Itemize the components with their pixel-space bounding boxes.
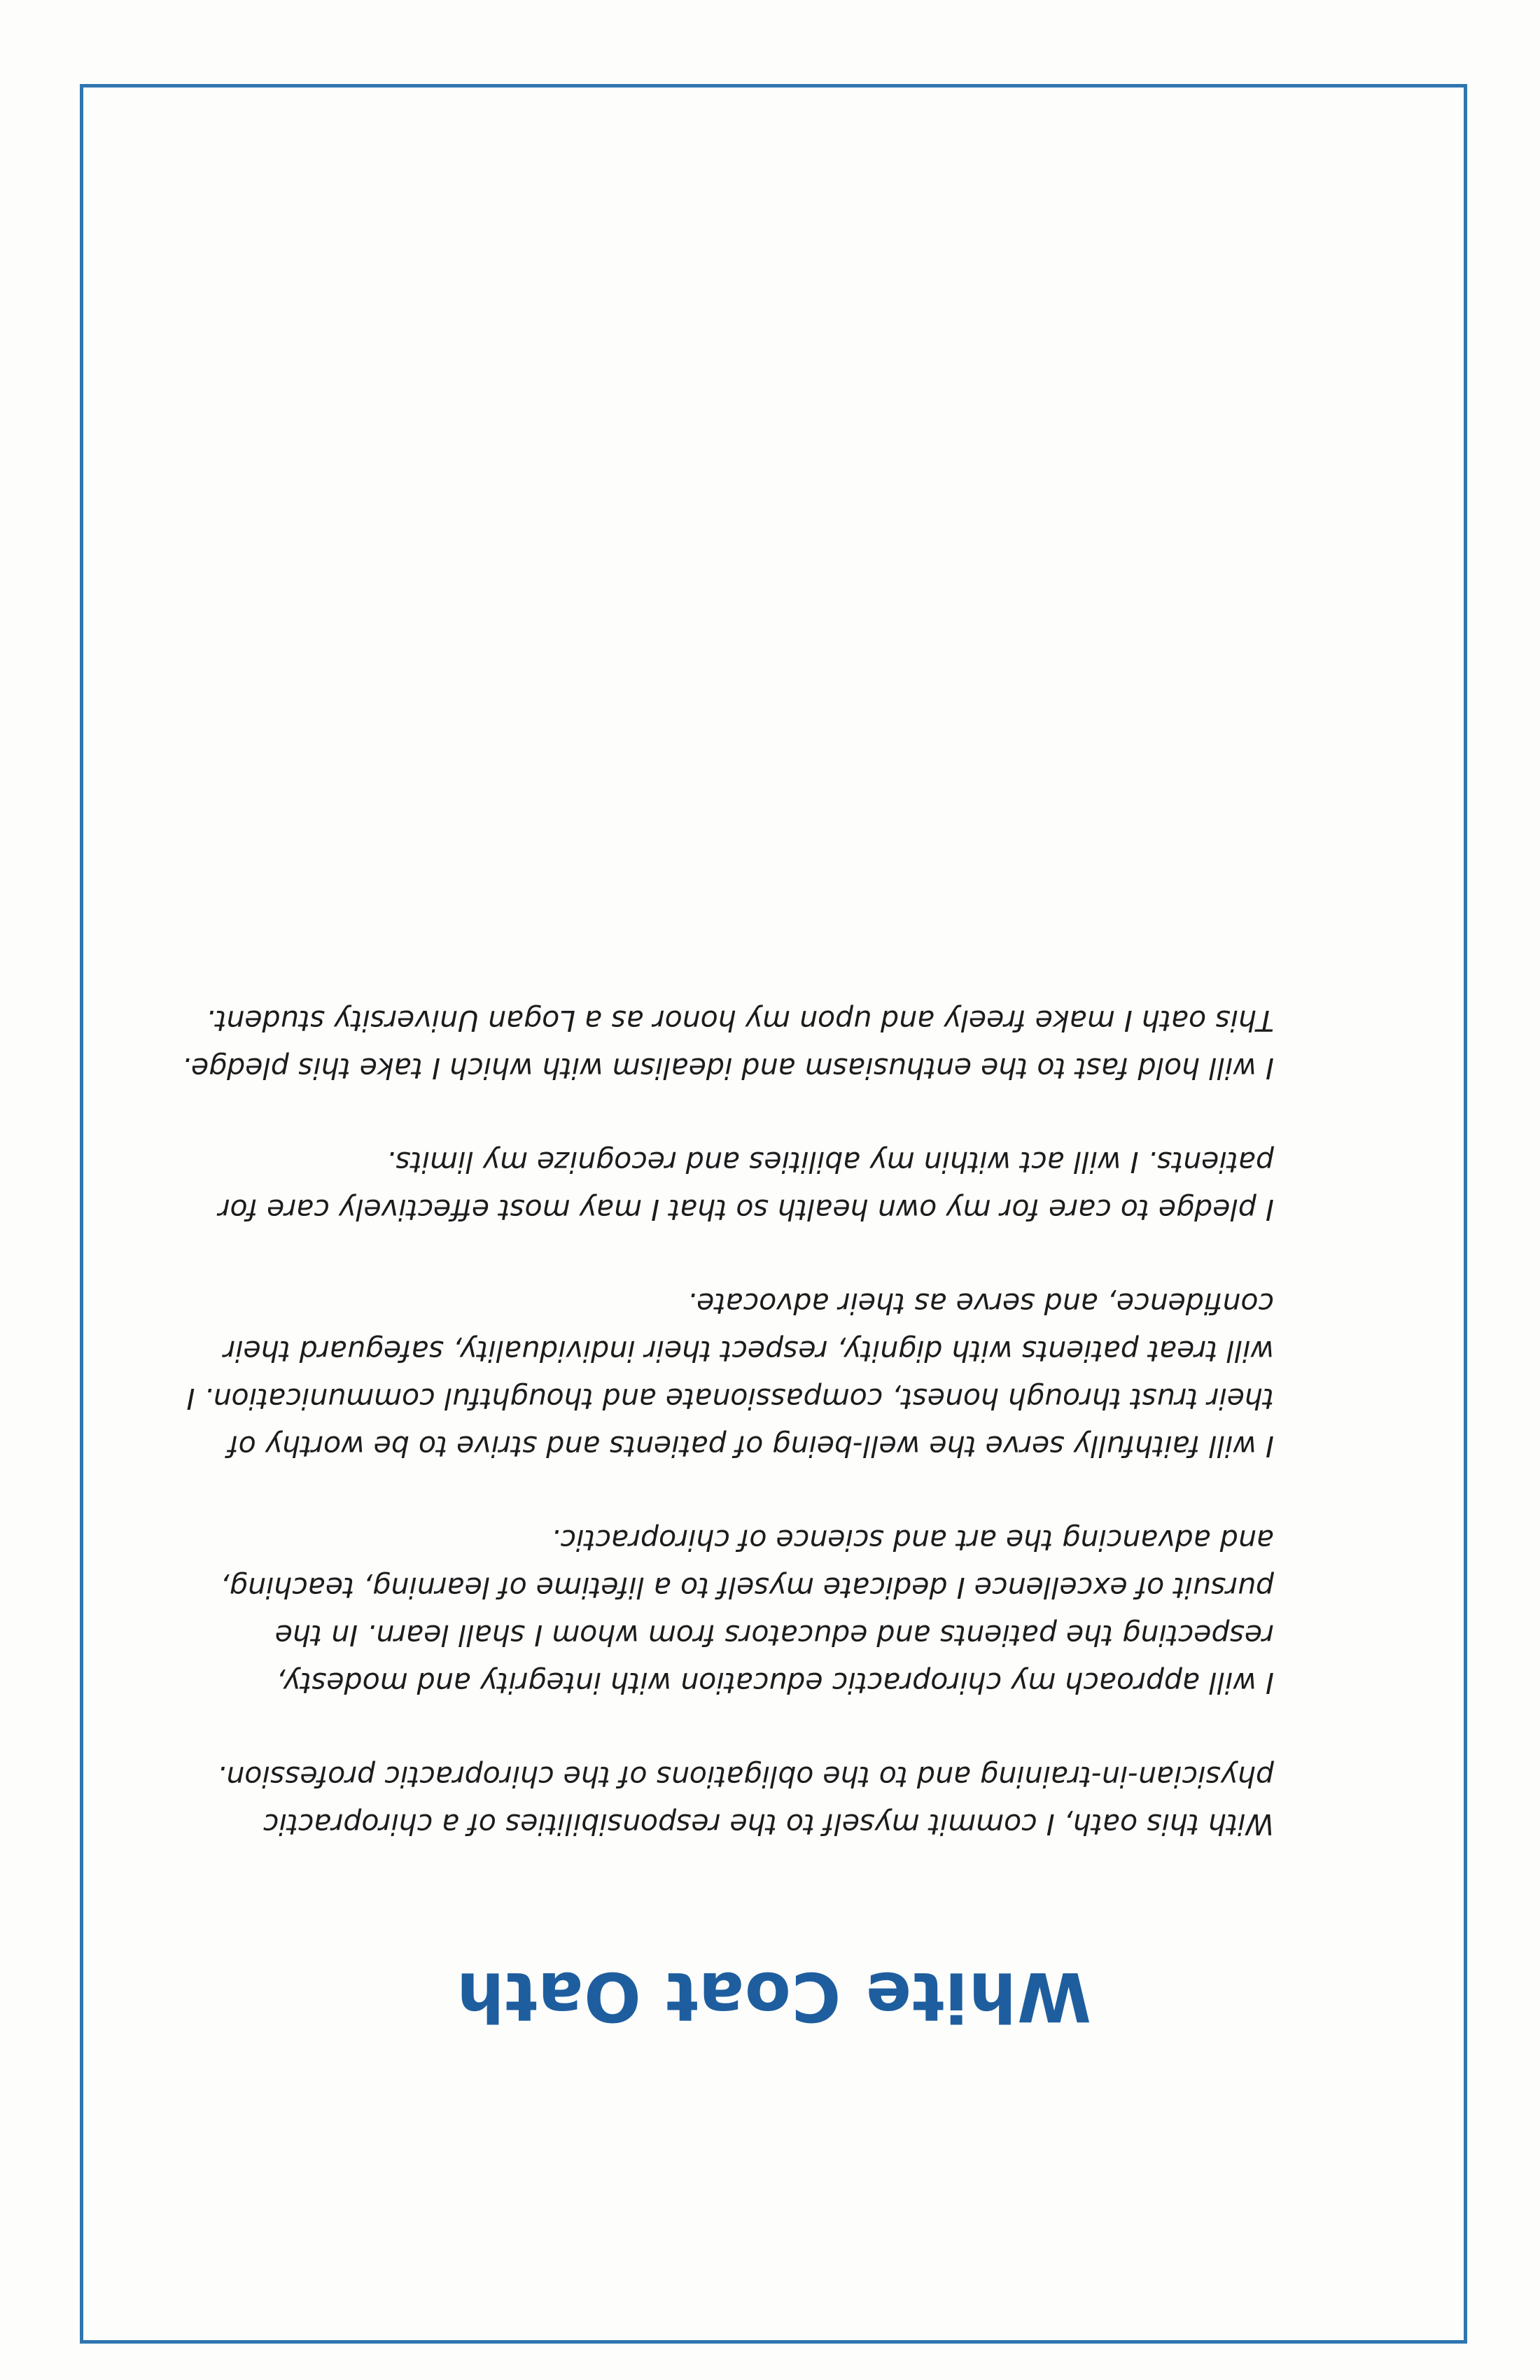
oath-title: White Coat Oath bbox=[456, 1957, 1091, 2036]
oath-paragraph-5: I will hold fast to the enthusiasm and idealism with which I take this pledge. This oath I make freely and upon my honor as a Logan University student. bbox=[181, 1004, 1274, 1085]
oath-paragraph-4: I pledge to care for my own health so that I may most effectively care for patients. I will act within my abilities and recognize my limits. bbox=[218, 1145, 1274, 1226]
oath-paragraph-1: With this oath, I commit myself to the responsibilities of a chiropractic physician-in-training and to the obligations of the chiropractic profession. bbox=[217, 1760, 1274, 1841]
oath-paragraph-3: I will faithfully serve the well-being of patients and strive to be worthy of their trust through honest, compassionate and thoughtful communication. I will treat patients with dignity, respect their individuality, safeguard their confidence, and serve as their advocate. bbox=[186, 1287, 1274, 1463]
oath-paragraph-2: I will approach my chiropractic education with integrity and modesty, respecting the patients and educators from whom I shall learn. In the pursuit of excellence I dedicate myself to a lifetime of learning, teaching, and advancing the art and science of chiropractic. bbox=[220, 1523, 1274, 1700]
oath-body bbox=[168, 951, 1274, 1848]
